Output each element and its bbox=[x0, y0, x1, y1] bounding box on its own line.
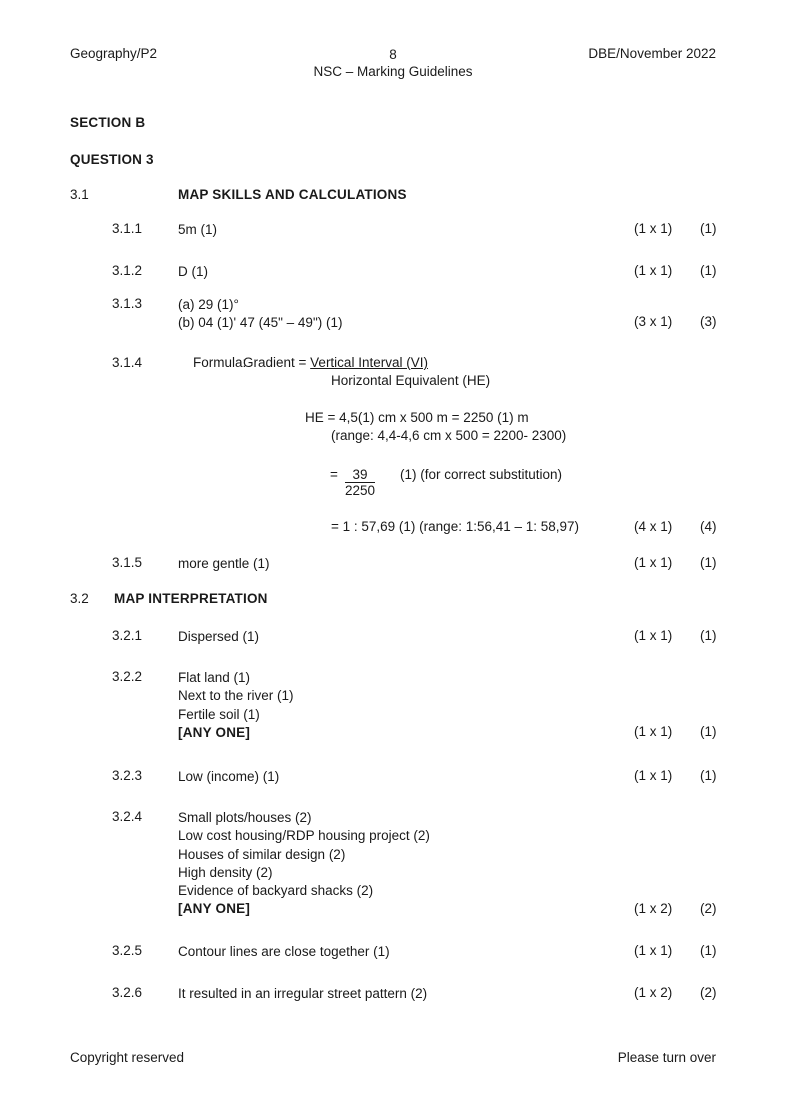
answer-line: Dispersed (1) bbox=[178, 629, 260, 644]
mark-total: (3) bbox=[700, 314, 717, 329]
answer-line: (b) 04 (1)' 47 (45" – 49") (1) bbox=[178, 315, 343, 331]
answer-body bbox=[178, 669, 294, 742]
answer-body bbox=[178, 943, 390, 961]
answer-number: 3.2.1 bbox=[112, 628, 143, 643]
gradient-text: Gradient = bbox=[243, 355, 311, 370]
mark-calculation: (1 x 1) bbox=[634, 943, 673, 958]
answer-body bbox=[178, 296, 342, 333]
he-calculation-line: HE = 4,5(1) cm x 500 m = 2250 (1) m bbox=[305, 410, 529, 425]
substitution-note: (1) (for correct substitution) bbox=[400, 467, 563, 482]
mark-total: (2) bbox=[700, 901, 717, 916]
mark-total: (4) bbox=[700, 519, 717, 534]
answer-line: Next to the river (1) bbox=[178, 688, 294, 704]
header-subject: Geography/P2 bbox=[70, 46, 158, 61]
any-one-note: [ANY ONE] bbox=[178, 724, 251, 740]
ratio-result-line: = 1 : 57,69 (1) (range: 1:56,41 – 1: 58,97) bbox=[331, 519, 580, 534]
answer-line: Fertile soil (1) bbox=[178, 706, 260, 722]
answer-line: Low cost housing/RDP housing project (2) bbox=[178, 828, 430, 844]
answer-line: D (1) bbox=[178, 264, 208, 279]
answer-number: 3.2.4 bbox=[112, 809, 143, 824]
mark-total: (1) bbox=[700, 263, 717, 278]
mark-calculation: (1 x 1) bbox=[634, 555, 673, 570]
mark-total: (1) bbox=[700, 221, 717, 236]
answer-body bbox=[178, 628, 259, 646]
formula-denominator: Horizontal Equivalent (HE) bbox=[331, 373, 491, 388]
formula-numerator: Vertical Interval (VI) bbox=[310, 355, 428, 370]
answer-number: 3.2.3 bbox=[112, 768, 143, 783]
fraction-denominator: 2250 bbox=[345, 483, 376, 498]
subsection-number: 3.2 bbox=[70, 591, 89, 606]
subsection-title: MAP SKILLS AND CALCULATIONS bbox=[178, 187, 407, 202]
answer-line: Flat land (1) bbox=[178, 670, 251, 685]
mark-total: (1) bbox=[700, 628, 717, 643]
mark-total: (2) bbox=[700, 985, 717, 1000]
mark-calculation: (1 x 1) bbox=[634, 628, 673, 643]
running-header bbox=[0, 46, 786, 90]
mark-total: (1) bbox=[700, 555, 717, 570]
answer-number: 3.2.6 bbox=[112, 985, 143, 1000]
answer-line: more gentle (1) bbox=[178, 556, 270, 571]
fraction bbox=[345, 467, 375, 499]
header-page-number: 8 bbox=[389, 47, 397, 62]
header-document-subtitle: NSC – Marking Guidelines bbox=[313, 64, 473, 79]
answer-line: It resulted in an irregular street pattern (2) bbox=[178, 986, 428, 1001]
answer-line: Evidence of backyard shacks (2) bbox=[178, 883, 374, 899]
mark-total: (1) bbox=[700, 768, 717, 783]
answer-number: 3.1.3 bbox=[112, 296, 143, 311]
he-range-line: (range: 4,4-4,6 cm x 500 = 2200- 2300) bbox=[331, 428, 567, 443]
footer-copyright: Copyright reserved bbox=[70, 1050, 185, 1065]
answer-line: 5m (1) bbox=[178, 222, 218, 237]
answer-body bbox=[178, 221, 217, 239]
mark-calculation: (1 x 1) bbox=[634, 724, 673, 739]
answer-number: 3.1.2 bbox=[112, 263, 143, 278]
mark-calculation: (1 x 1) bbox=[634, 263, 673, 278]
fraction-numerator: 39 bbox=[345, 467, 375, 483]
header-exam-session: DBE/November 2022 bbox=[588, 46, 716, 61]
any-one-note: [ANY ONE] bbox=[178, 901, 251, 917]
answer-body bbox=[178, 809, 430, 919]
mark-total: (1) bbox=[700, 943, 717, 958]
mark-calculation: (1 x 1) bbox=[634, 221, 673, 236]
answer-line: Low (income) (1) bbox=[178, 769, 280, 784]
answer-line: High density (2) bbox=[178, 864, 273, 880]
mark-calculation: (4 x 1) bbox=[634, 519, 673, 534]
answer-line: (a) 29 (1)° bbox=[178, 297, 239, 312]
mark-calculation: (3 x 1) bbox=[634, 314, 673, 329]
footer-turn-over: Please turn over bbox=[617, 1050, 716, 1065]
answer-number: 3.1.5 bbox=[112, 555, 143, 570]
answer-number: 3.2.2 bbox=[112, 669, 143, 684]
question-heading: QUESTION 3 bbox=[70, 152, 154, 167]
answer-line: Houses of similar design (2) bbox=[178, 846, 346, 862]
formula-label: Formula: bbox=[193, 355, 247, 370]
answer-line: Small plots/houses (2) bbox=[178, 810, 312, 825]
subsection-title: MAP INTERPRETATION bbox=[114, 591, 268, 606]
mark-calculation: (1 x 2) bbox=[634, 901, 673, 916]
answer-number: 3.1.4 bbox=[112, 355, 143, 370]
formula-gradient-line bbox=[243, 355, 428, 370]
answer-body bbox=[178, 768, 279, 786]
mark-total: (1) bbox=[700, 724, 717, 739]
answer-body bbox=[178, 985, 427, 1003]
answer-number: 3.2.5 bbox=[112, 943, 143, 958]
mark-calculation: (1 x 2) bbox=[634, 985, 673, 1000]
subsection-number: 3.1 bbox=[70, 187, 89, 202]
answer-body bbox=[178, 555, 270, 573]
mark-calculation: (1 x 1) bbox=[634, 768, 673, 783]
answer-body bbox=[178, 263, 208, 281]
equals-sign: = bbox=[330, 467, 338, 482]
answer-line: Contour lines are close together (1) bbox=[178, 944, 390, 959]
answer-number: 3.1.1 bbox=[112, 221, 143, 236]
section-heading: SECTION B bbox=[70, 115, 146, 130]
